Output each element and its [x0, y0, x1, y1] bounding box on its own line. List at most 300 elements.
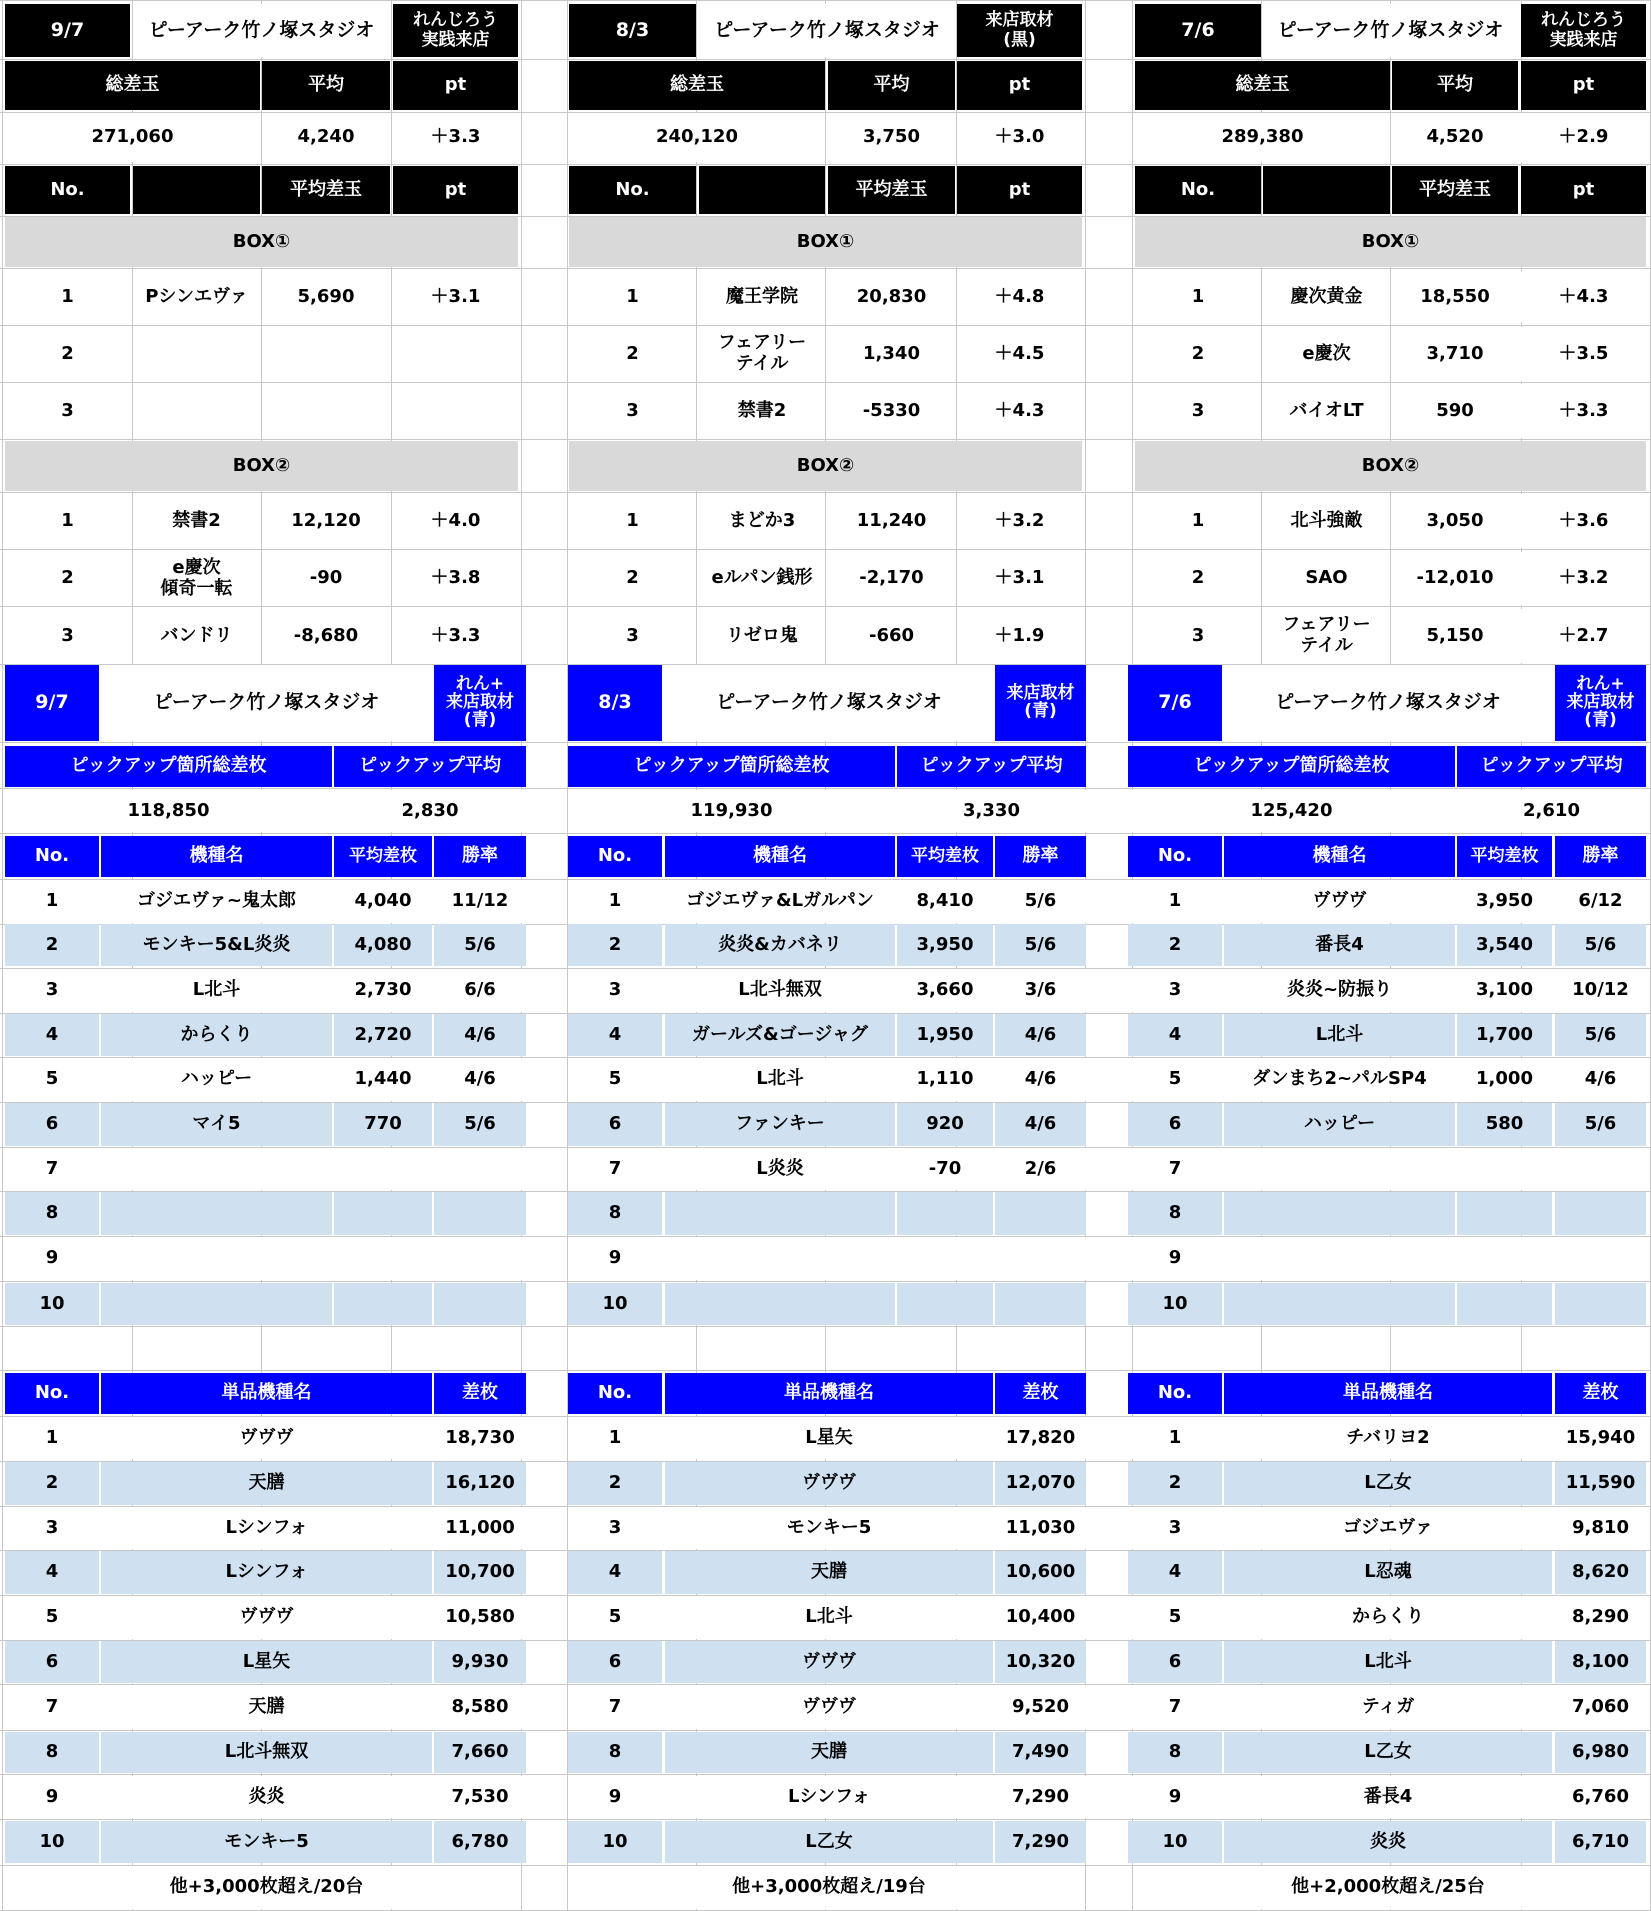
- diff-value: 10,320: [995, 1641, 1086, 1683]
- avg-diff-value: [1457, 1237, 1552, 1280]
- win-rate-value: [434, 1283, 526, 1325]
- model-name: からくり: [101, 1014, 332, 1056]
- single-model-header: 単品機種名: [1224, 1373, 1552, 1414]
- single-model-name: ヴヴヴ: [101, 1596, 432, 1639]
- box-label: BOX②: [1135, 441, 1646, 491]
- avg-diff-value: 20,830: [828, 271, 955, 323]
- row-no: 10: [568, 1821, 662, 1863]
- row-no: 2: [1128, 924, 1222, 966]
- diff-value: 10,600: [995, 1551, 1086, 1594]
- diff-value: 6,980: [1555, 1732, 1646, 1773]
- diff-value: 15,940: [1555, 1417, 1646, 1459]
- row-no: 2: [1135, 552, 1261, 605]
- row-no: 6: [5, 1103, 99, 1146]
- win-rate-value: 3/6: [995, 969, 1086, 1012]
- model-name: ゴジエヴァ~鬼太郎: [101, 880, 332, 923]
- avg-diff-value: [262, 327, 390, 381]
- row-no: 8: [5, 1192, 99, 1235]
- win-rate-value: 5/6: [995, 924, 1086, 966]
- row-no: 8: [1128, 1732, 1222, 1773]
- diff-value: 12,070: [995, 1462, 1086, 1505]
- win-rate-value: 5/6: [995, 880, 1086, 923]
- single-model-name: 天膳: [665, 1551, 993, 1594]
- diff-value: 11,030: [995, 1507, 1086, 1549]
- single-model-name: L乙女: [665, 1821, 993, 1863]
- model-name: 北斗強敵: [1263, 494, 1390, 548]
- avg-diff-header: 平均差玉: [828, 166, 955, 214]
- single-model-name: 天膳: [101, 1685, 432, 1729]
- avg-diff-value: 1,440: [334, 1058, 432, 1101]
- total-diff-value: 289,380: [1135, 113, 1390, 162]
- avg-diff-value: 1,700: [1457, 1014, 1552, 1056]
- row-no: 7: [5, 1148, 99, 1190]
- row-no: 6: [1128, 1641, 1222, 1683]
- model-name: 番長4: [1224, 924, 1455, 966]
- pt-value: ＋3.8: [393, 552, 518, 605]
- diff-value: 7,530: [434, 1776, 526, 1818]
- row-no: 8: [5, 1732, 99, 1773]
- win-rate-value: 5/6: [1555, 924, 1646, 966]
- avg-diff-value: 3,660: [897, 969, 993, 1012]
- pt-value: ＋2.9: [1521, 113, 1646, 162]
- avg-diff-value: [897, 1192, 993, 1235]
- row-no: 4: [1128, 1014, 1222, 1056]
- no-header: No.: [569, 166, 696, 214]
- total-diff-value: 271,060: [5, 113, 260, 162]
- pt-value: ＋3.3: [1521, 384, 1646, 438]
- single-model-name: ヴヴヴ: [665, 1685, 993, 1729]
- date-cell: 9/7: [5, 4, 130, 57]
- row-no: 4: [1128, 1551, 1222, 1594]
- win-rate-value: 5/6: [1555, 1014, 1646, 1056]
- row-no: 3: [569, 609, 696, 663]
- row-no: 3: [5, 384, 130, 438]
- model-name: フェアリー テイル: [699, 327, 825, 381]
- avg-header: 平均: [828, 61, 955, 110]
- pt-value: ＋3.0: [957, 113, 1082, 162]
- model-name: リゼロ鬼: [699, 609, 825, 663]
- model-name: [665, 1192, 895, 1235]
- model-name: L北斗無双: [665, 969, 895, 1012]
- diff-value: 8,620: [1555, 1551, 1646, 1594]
- avg-diff-value: 3,950: [1457, 880, 1552, 923]
- model-name: ハッピー: [1224, 1103, 1455, 1146]
- total-diff-header: 総差玉: [5, 61, 260, 110]
- pt-header: pt: [957, 166, 1082, 214]
- model-name: 魔王学院: [699, 271, 825, 323]
- avg-diff-value: -90: [262, 552, 390, 605]
- avg-diff-value: 8,410: [897, 880, 993, 923]
- row-no: 3: [568, 969, 662, 1012]
- model-name: フェアリー テイル: [1263, 609, 1390, 663]
- avg-diff-value: [1457, 1148, 1552, 1190]
- single-model-name: L乙女: [1224, 1732, 1552, 1773]
- row-no: 4: [568, 1551, 662, 1594]
- row-no: 3: [5, 1507, 99, 1549]
- no-header: No.: [5, 836, 99, 877]
- model-header: 機種名: [1224, 836, 1455, 877]
- avg-diff-value: [897, 1237, 993, 1280]
- model-name: [101, 1192, 332, 1235]
- no-header: No.: [568, 1373, 662, 1414]
- row-no: 9: [1128, 1237, 1222, 1280]
- row-no: 5: [1128, 1596, 1222, 1639]
- single-model-name: L北斗: [1224, 1641, 1552, 1683]
- model-name: e慶次 傾奇一転: [133, 552, 260, 605]
- single-model-name: Lシンフォ: [101, 1551, 432, 1594]
- avg-diff-header: 平均差枚: [897, 836, 993, 877]
- avg-diff-value: 2,720: [334, 1014, 432, 1056]
- pt-value: ＋3.2: [1521, 552, 1646, 605]
- diff-value: 17,820: [995, 1417, 1086, 1459]
- box-label: BOX①: [569, 217, 1082, 267]
- row-no: 3: [1128, 969, 1222, 1012]
- row-no: 9: [5, 1237, 99, 1280]
- row-no: 3: [1135, 609, 1261, 663]
- model-name: ゴジエヴァ&Lガルパン: [665, 880, 895, 923]
- model-name: 炎炎~防振り: [1224, 969, 1455, 1012]
- model-name: [665, 1283, 895, 1325]
- diff-value: 10,400: [995, 1596, 1086, 1639]
- date-cell: 7/6: [1135, 4, 1261, 57]
- row-no: 9: [1128, 1776, 1222, 1818]
- model-name: 炎炎&カバネリ: [665, 924, 895, 966]
- row-no: 3: [1128, 1507, 1222, 1549]
- avg-diff-value: 1,000: [1457, 1058, 1552, 1101]
- row-no: 3: [1135, 384, 1261, 438]
- win-rate-value: [1555, 1192, 1646, 1235]
- model-name: L北斗: [665, 1058, 895, 1101]
- model-name: [133, 327, 260, 381]
- row-no: 2: [5, 924, 99, 966]
- single-model-name: ヴヴヴ: [665, 1641, 993, 1683]
- row-no: 2: [5, 1462, 99, 1505]
- win-rate-value: [1555, 1148, 1646, 1190]
- avg-diff-header: 平均差玉: [1392, 166, 1518, 214]
- pickup-avg-header: ピックアップ平均: [334, 746, 526, 787]
- row-no: 9: [5, 1776, 99, 1818]
- model-name: 禁書2: [699, 384, 825, 438]
- pickup-avg-header: ピックアップ平均: [897, 746, 1086, 787]
- pt-value: [393, 384, 518, 438]
- shop-name: ピーアーク竹ノ塚スタジオ: [665, 665, 993, 741]
- avg-diff-value: [897, 1283, 993, 1325]
- row-no: 2: [569, 552, 696, 605]
- pt-value: [393, 327, 518, 381]
- win-rate-value: 5/6: [434, 924, 526, 966]
- row-no: 2: [1135, 327, 1261, 381]
- single-model-name: からくり: [1224, 1596, 1552, 1639]
- event-tag: 来店取材 (青): [995, 665, 1086, 741]
- avg-diff-value: 3,050: [1392, 494, 1518, 548]
- row-no: 3: [569, 384, 696, 438]
- model-name: [1224, 1237, 1455, 1280]
- pickup-total-header: ピックアップ箇所総差枚: [568, 746, 895, 787]
- model-name: ファンキー: [665, 1103, 895, 1146]
- shop-name: ピーアーク竹ノ塚スタジオ: [1224, 665, 1552, 741]
- box-label: BOX①: [1135, 217, 1646, 267]
- row-no: 4: [568, 1014, 662, 1056]
- model-name: [133, 384, 260, 438]
- date-cell: 9/7: [5, 665, 99, 741]
- diff-value: 7,290: [995, 1776, 1086, 1818]
- shop-name: ピーアーク竹ノ塚スタジオ: [1263, 4, 1518, 57]
- row-no: 1: [569, 271, 696, 323]
- row-no: 3: [5, 969, 99, 1012]
- single-model-name: モンキー5: [665, 1507, 993, 1549]
- win-rate-value: 2/6: [995, 1148, 1086, 1190]
- win-rate-value: 5/6: [434, 1103, 526, 1146]
- row-no: 5: [5, 1596, 99, 1639]
- row-no: 1: [1128, 880, 1222, 923]
- avg-diff-value: -5330: [828, 384, 955, 438]
- model-name: 禁書2: [133, 494, 260, 548]
- model-name: ヴヴヴ: [1224, 880, 1455, 923]
- model-header: [699, 166, 825, 214]
- pickup-total-value: 118,850: [5, 790, 332, 832]
- avg-diff-header: 平均差玉: [262, 166, 390, 214]
- row-no: 10: [1128, 1821, 1222, 1863]
- gridline: [2, 0, 3, 1911]
- avg-diff-value: -12,010: [1392, 552, 1518, 605]
- single-model-header: 単品機種名: [665, 1373, 993, 1414]
- diff-header: 差枚: [995, 1373, 1086, 1414]
- pt-header: pt: [393, 61, 518, 110]
- row-no: 7: [568, 1148, 662, 1190]
- total-diff-header: 総差玉: [569, 61, 825, 110]
- avg-diff-value: 12,120: [262, 494, 390, 548]
- avg-diff-value: 3,710: [1392, 327, 1518, 381]
- diff-value: 11,000: [434, 1507, 526, 1549]
- pickup-avg-value: 2,830: [334, 790, 526, 832]
- diff-value: 10,580: [434, 1596, 526, 1639]
- win-rate-value: [434, 1237, 526, 1280]
- single-model-name: モンキー5: [101, 1821, 432, 1863]
- box-label: BOX②: [5, 441, 518, 491]
- avg-header: 平均: [262, 61, 390, 110]
- row-no: 1: [1135, 494, 1261, 548]
- row-no: 1: [568, 1417, 662, 1459]
- win-rate-value: 4/6: [1555, 1058, 1646, 1101]
- model-name: バイオLT: [1263, 384, 1390, 438]
- model-name: eルパン銭形: [699, 552, 825, 605]
- diff-value: 9,810: [1555, 1507, 1646, 1549]
- row-no: 3: [5, 609, 130, 663]
- row-no: 1: [1135, 271, 1261, 323]
- row-no: 1: [5, 271, 130, 323]
- event-tag: れんじろう 実践来店: [393, 4, 518, 57]
- row-no: 4: [5, 1014, 99, 1056]
- single-model-name: ヴヴヴ: [665, 1462, 993, 1505]
- row-no: 1: [568, 880, 662, 923]
- diff-value: 16,120: [434, 1462, 526, 1505]
- date-cell: 7/6: [1128, 665, 1222, 741]
- diff-value: 6,780: [434, 1821, 526, 1863]
- avg-diff-value: [262, 384, 390, 438]
- row-no: 5: [568, 1058, 662, 1101]
- footer-note: 他+3,000枚超え/20台: [101, 1866, 432, 1909]
- footer-note: 他+2,000枚超え/25台: [1224, 1866, 1552, 1909]
- model-header: 機種名: [101, 836, 332, 877]
- win-rate-value: 5/6: [1555, 1103, 1646, 1146]
- diff-header: 差枚: [434, 1373, 526, 1414]
- avg-diff-value: 770: [334, 1103, 432, 1146]
- pt-value: ＋3.1: [957, 552, 1082, 605]
- avg-diff-value: 1,110: [897, 1058, 993, 1101]
- win-rate-value: [995, 1283, 1086, 1325]
- avg-diff-value: 3,950: [897, 924, 993, 966]
- avg-diff-value: 3,100: [1457, 969, 1552, 1012]
- shop-name: ピーアーク竹ノ塚スタジオ: [133, 4, 390, 57]
- footer-note: 他+3,000枚超え/19台: [665, 1866, 993, 1909]
- model-name: [101, 1237, 332, 1280]
- row-no: 2: [1128, 1462, 1222, 1505]
- win-rate-value: [434, 1148, 526, 1190]
- diff-value: 10,700: [434, 1551, 526, 1594]
- row-no: 5: [568, 1596, 662, 1639]
- row-no: 1: [569, 494, 696, 548]
- avg-value: 4,240: [262, 113, 390, 162]
- model-name: [1224, 1192, 1455, 1235]
- win-rate-value: 4/6: [995, 1058, 1086, 1101]
- model-header: [133, 166, 260, 214]
- shop-name: ピーアーク竹ノ塚スタジオ: [699, 4, 955, 57]
- model-name: [1224, 1283, 1455, 1325]
- avg-diff-header: 平均差枚: [1457, 836, 1552, 877]
- avg-diff-value: [334, 1192, 432, 1235]
- row-no: 9: [568, 1776, 662, 1818]
- row-no: 6: [568, 1103, 662, 1146]
- model-name: SAO: [1263, 552, 1390, 605]
- row-no: 10: [5, 1821, 99, 1863]
- pt-value: ＋3.6: [1521, 494, 1646, 548]
- row-no: 4: [5, 1551, 99, 1594]
- row-no: 8: [568, 1192, 662, 1235]
- event-tag: れんじろう 実践来店: [1521, 4, 1646, 57]
- pickup-avg-value: 2,610: [1457, 790, 1646, 832]
- avg-diff-header: 平均差枚: [334, 836, 432, 877]
- pickup-total-header: ピックアップ箇所総差枚: [1128, 746, 1455, 787]
- avg-diff-value: 18,550: [1392, 271, 1518, 323]
- single-model-name: L北斗無双: [101, 1732, 432, 1773]
- row-no: 10: [1128, 1283, 1222, 1325]
- single-model-name: 天膳: [665, 1732, 993, 1773]
- total-diff-value: 240,120: [569, 113, 825, 162]
- row-no: 8: [1128, 1192, 1222, 1235]
- single-model-name: ヴヴヴ: [101, 1417, 432, 1459]
- model-name: [665, 1237, 895, 1280]
- diff-value: 9,930: [434, 1641, 526, 1683]
- win-rate-value: 6/6: [434, 969, 526, 1012]
- model-name: L炎炎: [665, 1148, 895, 1190]
- row-no: 1: [1128, 1417, 1222, 1459]
- row-no: 3: [568, 1507, 662, 1549]
- total-diff-header: 総差玉: [1135, 61, 1390, 110]
- no-header: No.: [568, 836, 662, 877]
- single-model-name: 炎炎: [1224, 1821, 1552, 1863]
- win-rate-header: 勝率: [1555, 836, 1646, 877]
- pt-header: pt: [393, 166, 518, 214]
- row-no: 1: [5, 1417, 99, 1459]
- diff-value: 7,060: [1555, 1685, 1646, 1729]
- single-model-name: ティガ: [1224, 1685, 1552, 1729]
- diff-value: 8,290: [1555, 1596, 1646, 1639]
- model-name: L北斗: [101, 969, 332, 1012]
- pt-header: pt: [957, 61, 1082, 110]
- diff-value: 8,100: [1555, 1641, 1646, 1683]
- row-no: 7: [568, 1685, 662, 1729]
- shop-name: ピーアーク竹ノ塚スタジオ: [101, 665, 432, 741]
- win-rate-value: 4/6: [434, 1058, 526, 1101]
- pt-value: ＋3.3: [393, 609, 518, 663]
- pt-value: ＋3.2: [957, 494, 1082, 548]
- diff-value: 7,490: [995, 1732, 1086, 1773]
- pt-value: ＋3.1: [393, 271, 518, 323]
- single-model-name: L星矢: [101, 1641, 432, 1683]
- win-rate-value: [995, 1192, 1086, 1235]
- row-no: 2: [5, 552, 130, 605]
- avg-value: 3,750: [828, 113, 955, 162]
- row-no: 5: [5, 1058, 99, 1101]
- model-name: e慶次: [1263, 327, 1390, 381]
- avg-diff-value: 3,540: [1457, 924, 1552, 966]
- model-name: ハッピー: [101, 1058, 332, 1101]
- pickup-avg-value: 3,330: [897, 790, 1086, 832]
- no-header: No.: [1128, 1373, 1222, 1414]
- avg-diff-value: -8,680: [262, 609, 390, 663]
- win-rate-value: 11/12: [434, 880, 526, 923]
- event-tag: れん+ 来店取材 (青): [434, 665, 526, 741]
- box-label: BOX①: [5, 217, 518, 267]
- model-name: [101, 1148, 332, 1190]
- model-name: まどか3: [699, 494, 825, 548]
- avg-diff-value: 580: [1457, 1103, 1552, 1146]
- diff-value: 6,710: [1555, 1821, 1646, 1863]
- diff-value: 18,730: [434, 1417, 526, 1459]
- model-header: 機種名: [665, 836, 895, 877]
- single-model-name: Lシンフォ: [101, 1507, 432, 1549]
- no-header: No.: [1128, 836, 1222, 877]
- model-name: モンキー5&L炎炎: [101, 924, 332, 966]
- avg-diff-value: -70: [897, 1148, 993, 1190]
- avg-diff-value: 4,080: [334, 924, 432, 966]
- avg-diff-value: [334, 1148, 432, 1190]
- no-header: No.: [5, 1373, 99, 1414]
- pt-value: ＋4.3: [1521, 271, 1646, 323]
- single-model-name: 番長4: [1224, 1776, 1552, 1818]
- avg-value: 4,520: [1392, 113, 1518, 162]
- win-rate-header: 勝率: [434, 836, 526, 877]
- win-rate-header: 勝率: [995, 836, 1086, 877]
- diff-value: 11,590: [1555, 1462, 1646, 1505]
- date-cell: 8/3: [568, 665, 662, 741]
- row-no: 7: [1128, 1148, 1222, 1190]
- avg-diff-value: 590: [1392, 384, 1518, 438]
- row-no: 7: [1128, 1685, 1222, 1729]
- row-no: 9: [568, 1237, 662, 1280]
- row-no: 1: [5, 494, 130, 548]
- row-no: 5: [1128, 1058, 1222, 1101]
- pt-value: ＋4.5: [957, 327, 1082, 381]
- model-name: マイ5: [101, 1103, 332, 1146]
- avg-diff-value: [1457, 1192, 1552, 1235]
- win-rate-value: 4/6: [995, 1014, 1086, 1056]
- single-model-name: 天膳: [101, 1462, 432, 1505]
- pt-value: ＋4.8: [957, 271, 1082, 323]
- win-rate-value: [434, 1192, 526, 1235]
- model-name: [101, 1283, 332, 1325]
- pt-value: ＋2.7: [1521, 609, 1646, 663]
